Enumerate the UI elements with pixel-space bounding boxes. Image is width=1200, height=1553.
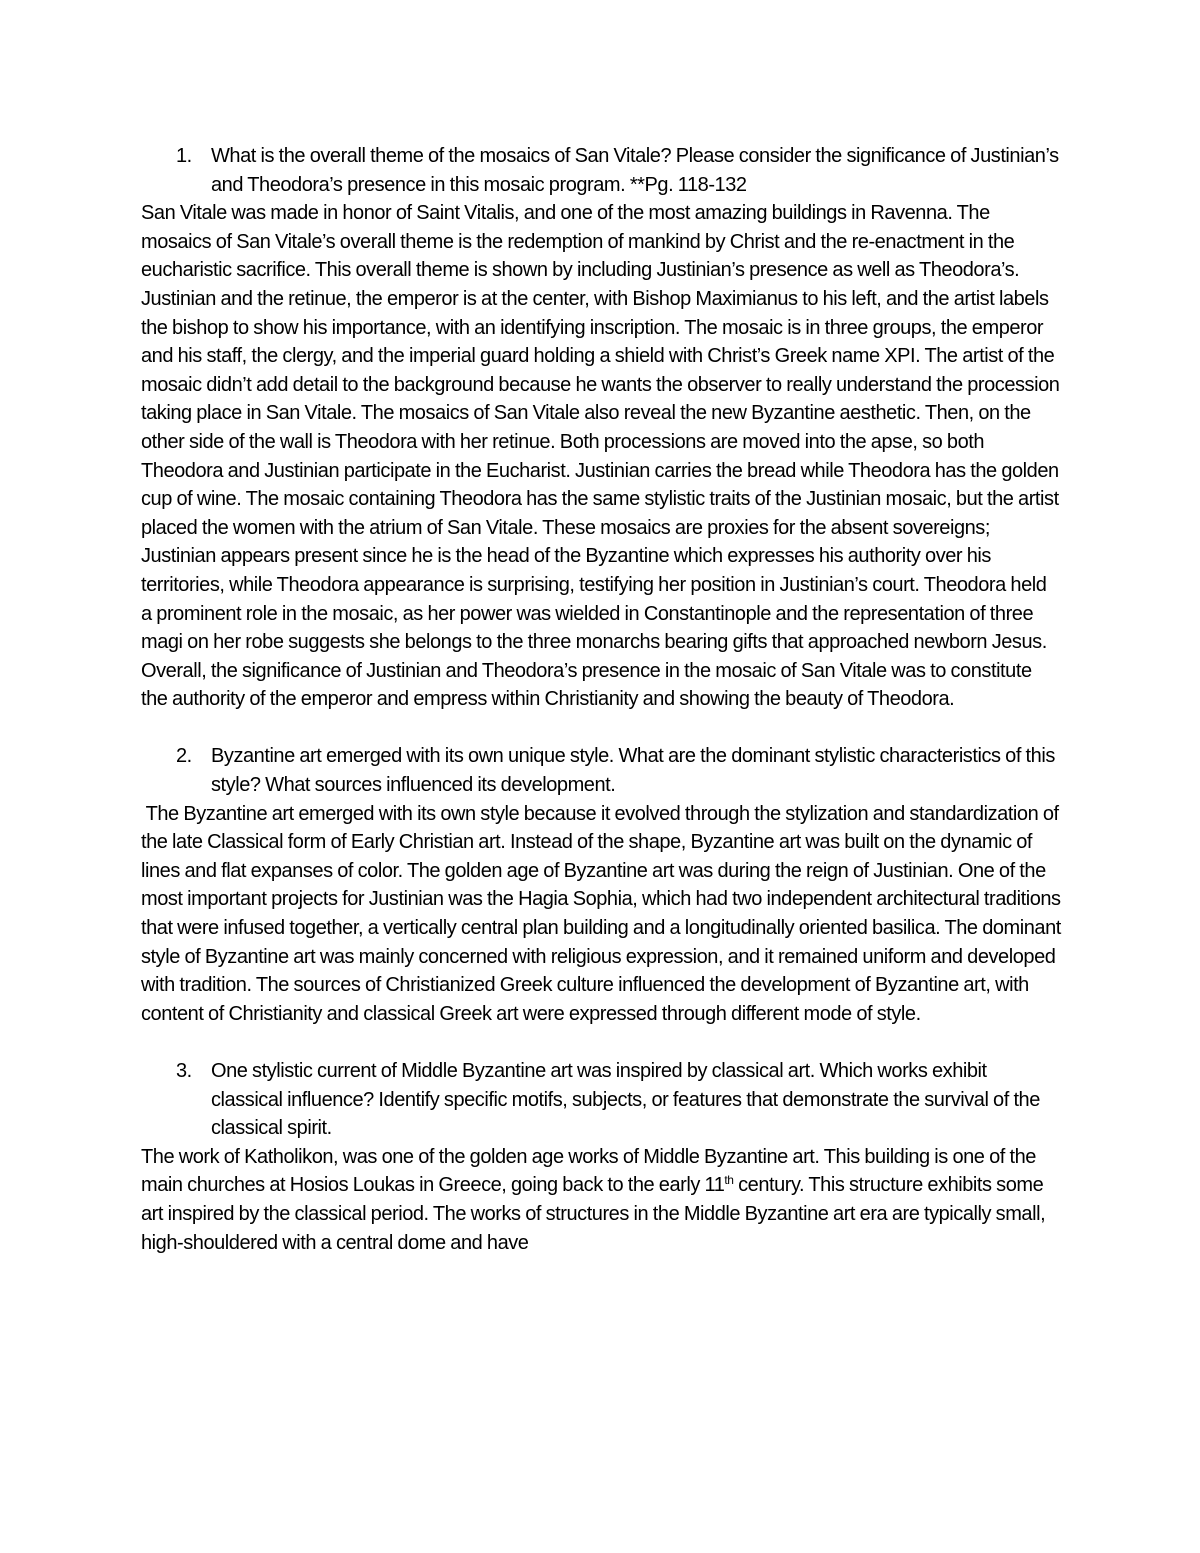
answer-paragraph-3 [141,1143,1061,1257]
question-number: 1. [176,145,192,167]
answer-paragraph-2: The Byzantine art emerged with its own style because it evolved through the stylization and standardization of the late Classical form of Early Christian art. Instead of the shape, Byzantine art was built on the dynamic of lines and flat expanses of color. The golden age of Byzantine art was during the reign of Justinian. One of the most important projects for Justinian was the Hagia Sophia, which had two independent architectural traditions that were infused together, a vertically central plan building and a longitudinally oriented basilica. The dominant style of Byzantine art was mainly concerned with religious expression, and it remained uniform and developed with tradition. The sources of Christianized Greek culture influenced the development of Byzantine art, with content of Christianity and classical Greek art were expressed through different mode of style. [141,802,1066,1025]
question-text: What is the overall theme of the mosaics of San Vitale? Please consider the significance of Justinian’s and Theodora’s presence in this mosaic program. **Pg. 118-132 [211,145,1059,196]
document-page [141,142,1066,1257]
answer-paragraph-1: San Vitale was made in honor of Saint Vitalis, and one of the most amazing buildings in Ravenna. The mosaics of San Vitale’s overall theme is the redemption of mankind by Christ and the re-enactment in the eucharistic sacrifice. This overall theme is shown by including Justinian’s presence as well as Theodora’s. Justinian and the retinue, the emperor is at the center, with Bishop Maximianus to his left, and the artist labels the bishop to show his importance, with an identifying inscription. The mosaic is in three groups, the emperor and his staff, the clergy, and the imperial guard holding a shield with Christ’s Greek name XPI. The artist of the mosaic didn’t add detail to the background because he wants the observer to really understand the procession taking place in San Vitale. The mosaics of San Vitale also reveal the new Byzantine aesthetic. Then, on the other side of the wall is Theodora with her retinue. Both processions are moved into the apse, so both Theodora and Justinian participate in the Eucharist. Justinian carries the bread while Theodora has the golden cup of wine. The mosaic containing Theodora has the same stylistic traits of the Justinian mosaic, but the artist placed the women with the atrium of San Vitale. These mosaics are proxies for the absent sovereigns; Justinian appears present since he is the head of the Byzantine which expresses his authority over his territories, while Theodora appearance is surprising, testifying her position in Justinian’s court. Theodora held a prominent role in the mosaic, as her power was wielded in Constantinople and the representation of three magi on her robe suggests she belongs to the three monarchs bearing gifts that approached newborn Jesus. Overall, the significance of Justinian and Theodora’s presence in the mosaic of San Vitale was to constitute the authority of the emperor and empress within Christianity and showing the beauty of Theodora. [141,202,1060,711]
question-2 [141,742,1061,799]
paragraph-spacer [141,1028,1061,1057]
question-number: 2. [176,745,192,768]
question-text: Byzantine art emerged with its own unique style. What are the dominant stylistic characteristics of this style? What sources influenced its development. [211,745,1055,797]
question-text: One stylistic current of Middle Byzantine art was inspired by classical art. Which works exhibit classical influence? Identify specific motifs, subjects, or features that demonstrate the survival of the classical spirit. [211,1060,1040,1140]
answer-text-end: century. This structure exhibits some art inspired by the classical period. The works of structures in the Middle Byzantine art era are typically small, high-shouldered with a central dome and have [141,1174,1046,1254]
answer-text-start: The work of Katholikon, was one of the golden age works of Middle Byzantine art. This building is one of the main churches at Hosios Loukas in Greece, going back to the early 11 [141,1145,1036,1197]
question-3 [141,1057,1061,1143]
question-number: 3. [176,1060,192,1082]
paragraph-spacer [141,714,1061,743]
question-1 [141,142,1061,199]
ordinal-superscript: th [724,1173,734,1188]
